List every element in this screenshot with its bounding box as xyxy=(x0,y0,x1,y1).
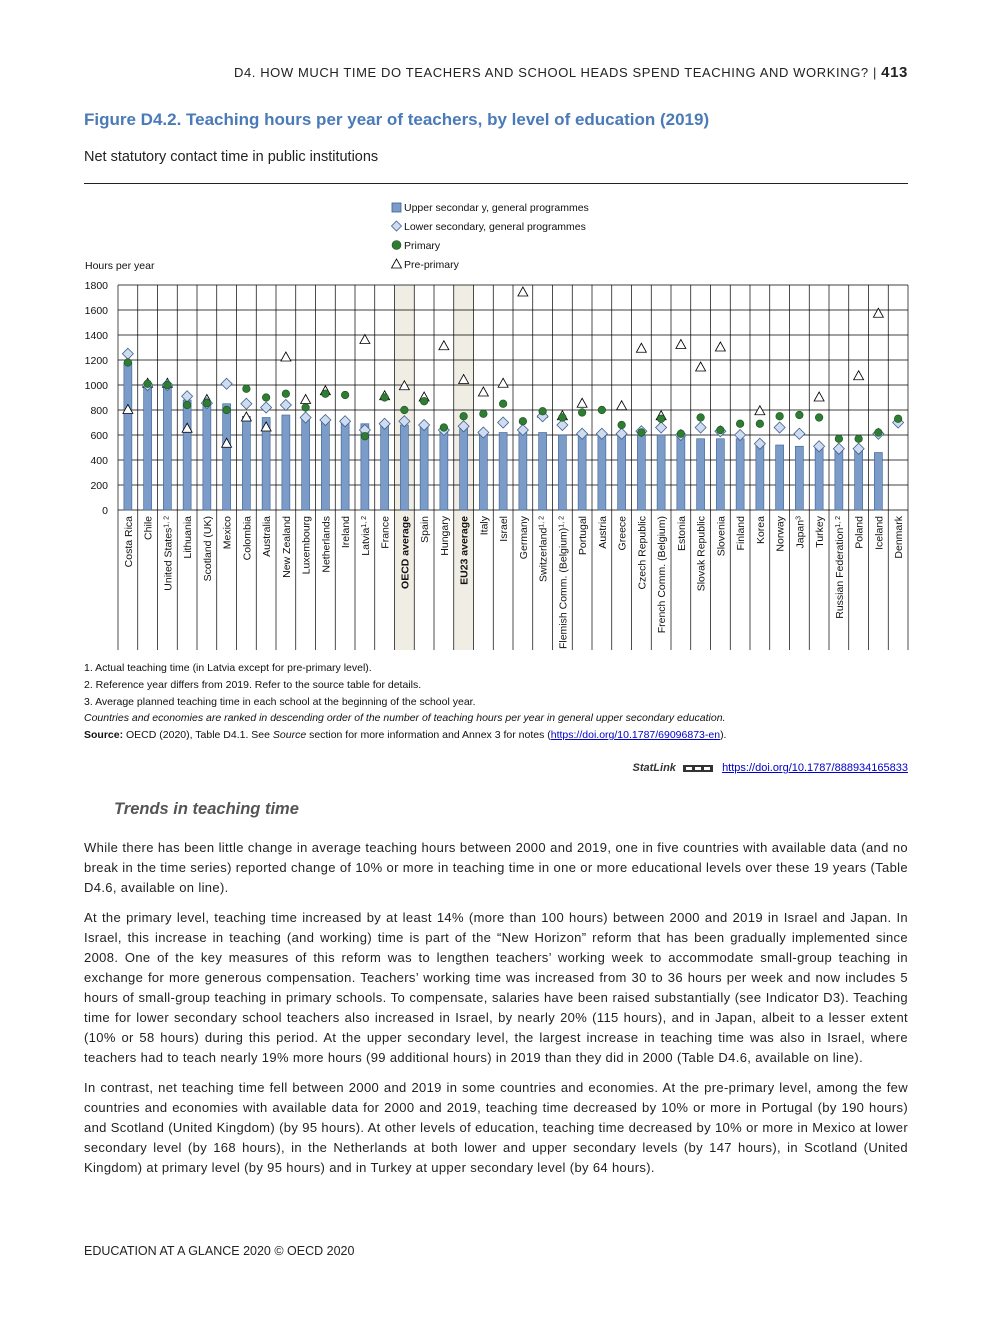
y-tick-label: 1800 xyxy=(84,280,108,292)
point-primary xyxy=(618,421,626,429)
point-pre-primary xyxy=(439,341,449,350)
point-primary xyxy=(894,415,902,423)
bar-upper-secondary xyxy=(499,433,507,511)
category-label: Denmark xyxy=(893,516,906,559)
legend-label: Primary xyxy=(404,240,441,252)
point-primary xyxy=(697,414,705,422)
category-superscript: 1, 2 xyxy=(558,516,566,528)
category-superscript: 1, 2 xyxy=(538,516,546,528)
point-lower-secondary xyxy=(261,402,272,413)
bar-upper-secondary xyxy=(835,449,843,510)
bar-upper-secondary xyxy=(776,445,784,510)
bar-upper-secondary xyxy=(479,433,487,511)
point-primary xyxy=(282,390,290,398)
source-label: Source: xyxy=(84,729,124,742)
point-primary xyxy=(598,406,606,414)
bar-upper-secondary xyxy=(815,446,823,510)
point-pre-primary xyxy=(478,387,488,396)
bar-upper-secondary xyxy=(519,433,527,511)
body-text xyxy=(84,838,908,1188)
bar-upper-secondary xyxy=(242,416,250,510)
point-pre-primary xyxy=(696,362,706,371)
point-primary xyxy=(243,385,251,393)
point-lower-secondary xyxy=(656,422,667,433)
statlink-brand: StatLink xyxy=(632,762,676,774)
point-pre-primary xyxy=(873,308,883,317)
point-lower-secondary xyxy=(241,398,252,409)
point-primary xyxy=(341,391,349,399)
point-primary xyxy=(302,404,310,412)
category-label: French Comm. (Belgium) xyxy=(656,516,669,634)
source-italic: Source xyxy=(272,729,307,742)
point-primary xyxy=(144,380,152,388)
category-label: Norway xyxy=(774,516,787,552)
point-pre-primary xyxy=(360,335,370,344)
legend-label: Lower secondary, general programmes xyxy=(404,221,586,233)
section-title: Trends in teaching time xyxy=(114,800,299,818)
category-label: Czech Republic xyxy=(636,516,649,590)
category-label: Germany xyxy=(517,516,530,560)
category-label: Israel xyxy=(498,516,511,542)
category-label: EU23 average xyxy=(458,516,471,585)
point-primary xyxy=(835,435,843,443)
category-label: Colombia xyxy=(241,516,254,561)
point-primary xyxy=(756,420,764,428)
note-3: 3. Average planned teaching time in each school at the beginning of the school year. xyxy=(84,695,476,708)
category-label: OECD average xyxy=(399,516,412,589)
bar-upper-secondary xyxy=(697,439,705,510)
bar-upper-secondary xyxy=(558,435,566,510)
point-primary xyxy=(203,399,211,407)
statlink xyxy=(633,762,908,774)
y-tick-label: 800 xyxy=(90,405,108,417)
point-pre-primary xyxy=(498,378,508,387)
category-label: Finland xyxy=(735,516,748,551)
bar-upper-secondary xyxy=(874,453,882,511)
page-number: 413 xyxy=(881,64,908,81)
category-label: Austria xyxy=(596,516,609,549)
legend-circle-marker xyxy=(392,241,401,250)
point-primary xyxy=(796,411,804,419)
point-primary xyxy=(361,432,369,440)
bar-upper-secondary xyxy=(578,435,586,510)
bar-upper-secondary xyxy=(855,449,863,510)
bar-upper-secondary xyxy=(321,420,329,510)
point-primary xyxy=(559,414,567,422)
category-label: Ireland xyxy=(340,516,353,549)
bar-upper-secondary xyxy=(144,385,152,510)
y-tick-label: 1000 xyxy=(84,380,108,392)
point-primary xyxy=(480,410,488,418)
category-label: New Zealand xyxy=(280,516,293,578)
category-label: Netherlands xyxy=(320,516,333,573)
bar-upper-secondary xyxy=(460,429,468,510)
point-primary xyxy=(420,397,428,405)
category-label: Mexico xyxy=(221,516,234,550)
bar-upper-secondary xyxy=(657,435,665,510)
source-link[interactable]: https://doi.org/10.1787/69096873-en xyxy=(550,729,721,742)
y-axis-label: Hours per year xyxy=(85,260,155,272)
bar-upper-secondary xyxy=(400,425,408,510)
running-header xyxy=(84,64,908,81)
statlink-logo-icon xyxy=(683,764,713,773)
title-rule xyxy=(84,183,908,184)
category-superscript: 1, 2 xyxy=(163,516,171,528)
category-label: Luxembourg xyxy=(300,516,313,575)
point-lower-secondary xyxy=(221,378,232,389)
point-lower-secondary xyxy=(794,428,805,439)
point-lower-secondary xyxy=(498,417,509,428)
header-separator: | xyxy=(872,65,877,80)
category-label: Portugal xyxy=(577,516,590,556)
running-title: D4. HOW MUCH TIME DO TEACHERS AND SCHOOL HEADS SPEND TEACHING AND WORKING? xyxy=(233,65,869,80)
legend-label: Pre-primary xyxy=(404,259,459,271)
category-label: Spain xyxy=(419,516,432,543)
point-primary xyxy=(815,414,823,422)
category-label: Iceland xyxy=(873,516,886,550)
point-lower-secondary xyxy=(695,422,706,433)
ranking-note: Countries and economies are ranked in descending order of the number of teaching hours per year in general upper secondary education. xyxy=(84,712,726,725)
point-primary xyxy=(638,429,646,437)
point-pre-primary xyxy=(281,352,291,361)
source-end: ). xyxy=(720,729,727,742)
bar-upper-secondary xyxy=(756,443,764,511)
point-pre-primary xyxy=(636,343,646,352)
category-label: Estonia xyxy=(675,516,688,552)
point-primary xyxy=(499,400,507,408)
point-lower-secondary xyxy=(280,400,291,411)
legend-label: Upper secondar y, general programmes xyxy=(404,202,589,214)
point-primary xyxy=(578,409,586,417)
category-label: Russian Federation$^{1, 2}$ xyxy=(833,516,846,619)
point-primary xyxy=(657,415,665,423)
category-label: Japan$^3$ xyxy=(794,516,807,549)
page-footer: EDUCATION AT A GLANCE 2020 © OECD 2020 xyxy=(84,1244,355,1258)
category-superscript: 1, 2 xyxy=(360,516,368,528)
bar-upper-secondary xyxy=(440,430,448,510)
figure-notes xyxy=(84,660,914,744)
bar-upper-secondary xyxy=(163,385,171,510)
bar-upper-secondary xyxy=(539,433,547,511)
bar-upper-secondary xyxy=(341,421,349,510)
y-tick-label: 1200 xyxy=(84,355,108,367)
category-label: Italy xyxy=(478,516,491,536)
category-label: Poland xyxy=(853,516,866,549)
figure-subtitle: Net statutory contact time in public institutions xyxy=(84,149,379,165)
point-primary xyxy=(776,412,784,420)
point-primary xyxy=(875,429,883,437)
note-1: 1. Actual teaching time (in Latvia except for pre-primary level). xyxy=(84,662,372,674)
category-label: Turkey xyxy=(814,516,827,548)
bar-upper-secondary xyxy=(677,436,685,510)
category-label: Hungary xyxy=(438,516,451,556)
point-primary xyxy=(381,394,389,402)
category-label: Greece xyxy=(616,516,629,551)
legend-triangle-marker xyxy=(392,259,402,268)
point-primary xyxy=(124,359,132,367)
y-tick-label: 400 xyxy=(90,455,108,467)
bar-upper-secondary xyxy=(381,424,389,510)
y-tick-label: 0 xyxy=(102,505,108,517)
y-tick-label: 200 xyxy=(90,480,108,492)
point-primary xyxy=(717,426,725,434)
category-label: Costa Rica xyxy=(122,516,135,568)
point-pre-primary xyxy=(518,287,528,296)
point-primary xyxy=(539,407,547,415)
bar-upper-secondary xyxy=(618,435,626,510)
legend-diamond-marker xyxy=(392,221,402,231)
point-primary xyxy=(440,424,448,432)
category-superscript: 1, 2 xyxy=(834,516,842,528)
bar-upper-secondary xyxy=(124,363,132,511)
point-pre-primary xyxy=(676,340,686,349)
point-pre-primary xyxy=(715,342,725,351)
point-primary xyxy=(262,394,270,402)
category-label: Flemish Comm. (Belgium)$^{1, 2}$ xyxy=(557,516,570,650)
category-label: Switzerland$^{1, 2}$ xyxy=(537,516,550,582)
point-primary xyxy=(736,420,744,428)
teaching-hours-chart xyxy=(0,195,992,655)
paragraph: In contrast, net teaching time fell between 2000 and 2019 in some countries and economies. At the pre-primary level, among the few countries and economies with available data for 2000 and 2019, teaching time decreased by 10% or more in Portugal (by 190 hours) and Scotland (United Kingdom) (by 95 hours). At other levels of education, teaching time decreased by 10% or more in Mexico at lower secondary level (by 168 hours), in the Netherlands at both lower and upper secondary levels (by 147 hours), in Scotland (United Kingdom) at primary level (by 95 hours) and in Turkey at upper secondary level (by 64 hours). xyxy=(84,1080,908,1175)
category-label: France xyxy=(379,516,392,549)
bar-upper-secondary xyxy=(203,403,211,510)
statlink-url[interactable]: https://doi.org/10.1787/888934165833 xyxy=(722,762,908,774)
point-primary xyxy=(519,417,527,425)
source-text: OECD (2020), Table D4.1. See xyxy=(126,729,270,742)
bar-upper-secondary xyxy=(716,439,724,510)
point-primary xyxy=(401,406,409,414)
category-label: Lithuania xyxy=(182,516,195,559)
point-lower-secondary xyxy=(774,422,785,433)
point-pre-primary xyxy=(854,371,864,380)
point-primary xyxy=(855,435,863,443)
category-label: Australia xyxy=(261,516,274,557)
category-label: Korea xyxy=(754,516,767,545)
point-pre-primary xyxy=(577,398,587,407)
paragraph: At the primary level, teaching time increased by at least 14% (more than 100 hours) between 2000 and 2019 in Israel and Japan. In Israel, this increase in teaching (and working) time is part of the “New Horizon” reform that has been gradually implemented since 2008. One of the key measures of this reform was to lengthen teachers’ working week to accommodate small-group teaching in exchange for more generous compensation. Teachers’ working time was increased from 30 to 36 hours per week and now includes 5 hours of small-group teaching in primary schools. To compensate, salaries have been raised substantially (see Indicator D3). Teaching time for lower secondary school teachers also increased in Israel, by nearly 20% (115 hours), and in Japan, albeit to a lesser extent (10% or 58 hours) during this period. At the upper secondary level, the largest increase in teaching time was also in Israel, where teachers had to teach nearly 19% more hours (99 additional hours) in 2019 than they did in 2000 (Table D4.6, available on line). xyxy=(84,910,908,1065)
point-primary xyxy=(322,390,330,398)
category-label: Chile xyxy=(142,516,155,540)
point-primary xyxy=(460,412,468,420)
paragraph: While there has been little change in average teaching hours between 2000 and 2019, one in five countries with available data (and no break in the time series) reported change of 10% or more in teaching time in one or more educational levels over these 19 years (Table D4.6, available on line). xyxy=(84,840,908,895)
point-pre-primary xyxy=(301,395,311,404)
y-tick-label: 600 xyxy=(90,430,108,442)
point-primary xyxy=(677,430,685,438)
note-2: 2. Reference year differs from 2019. Refer to the source table for details. xyxy=(84,678,422,691)
point-pre-primary xyxy=(617,401,627,410)
point-primary xyxy=(183,401,191,409)
bar-upper-secondary xyxy=(223,404,231,510)
source-note xyxy=(84,727,914,744)
y-tick-label: 1600 xyxy=(84,305,108,317)
source-text-2: section for more information and Annex 3 for notes ( xyxy=(309,729,551,742)
category-label: Slovenia xyxy=(715,516,728,557)
point-primary xyxy=(223,406,231,414)
bar-upper-secondary xyxy=(282,415,290,510)
point-primary xyxy=(164,381,172,389)
category-label: United States$^{1, 2}$ xyxy=(162,516,175,591)
bar-upper-secondary xyxy=(302,418,310,511)
category-superscript: 3 xyxy=(795,516,803,520)
category-label: Slovak Republic xyxy=(695,516,708,592)
bar-upper-secondary xyxy=(637,435,645,510)
point-pre-primary xyxy=(814,392,824,401)
point-lower-secondary xyxy=(122,348,133,359)
legend-bar-marker xyxy=(392,203,401,212)
bar-upper-secondary xyxy=(183,400,191,510)
figure-title: Figure D4.2. Teaching hours per year of teachers, by level of education (2019) xyxy=(84,110,710,129)
y-tick-label: 1400 xyxy=(84,330,108,342)
category-label: Latvia$^{1, 2}$ xyxy=(359,516,372,556)
bar-upper-secondary xyxy=(795,446,803,510)
category-label: Scotland (UK) xyxy=(201,516,214,582)
bar-upper-secondary xyxy=(420,426,428,510)
bar-upper-secondary xyxy=(598,435,606,510)
bar-upper-secondary xyxy=(736,439,744,510)
